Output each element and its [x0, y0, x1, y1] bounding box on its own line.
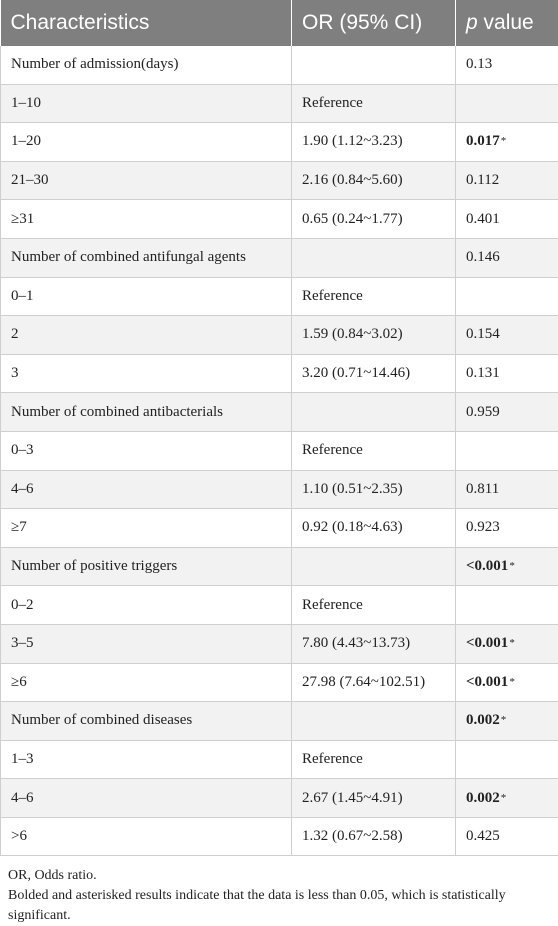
cell-characteristic: ≥6 [1, 663, 292, 702]
cell-characteristic: 3 [1, 354, 292, 393]
table-row [1, 470, 558, 509]
cell-odds-ratio: Reference [292, 740, 456, 779]
cell-p-value [456, 779, 558, 818]
cell-p-value [456, 431, 558, 470]
cell-p-value [456, 200, 558, 239]
p-value-text: 0.425 [466, 828, 500, 844]
table-row [1, 740, 558, 779]
cell-p-value [456, 624, 558, 663]
significance-asterisk: * [501, 714, 507, 726]
significance-asterisk: * [501, 792, 507, 804]
cell-p-value [456, 663, 558, 702]
cell-odds-ratio: 0.65 (0.24~1.77) [292, 200, 456, 239]
table-row [1, 277, 558, 316]
cell-characteristic: ≥31 [1, 200, 292, 239]
table-row [1, 238, 558, 277]
cell-p-value [456, 316, 558, 355]
cell-characteristic: Number of positive triggers [1, 547, 292, 586]
significance-asterisk: * [509, 637, 515, 649]
cell-p-value [456, 277, 558, 316]
table-row [1, 316, 558, 355]
header-p-value [456, 0, 558, 46]
p-value-text: 0.154 [466, 326, 500, 342]
cell-characteristic: >6 [1, 817, 292, 856]
p-value-text: 0.017 [466, 133, 500, 149]
header-or: OR (95% CI) [292, 0, 456, 46]
cell-odds-ratio [292, 547, 456, 586]
header-value-text: value [478, 11, 534, 34]
p-value-text: 0.959 [466, 404, 500, 420]
p-value-text: <0.001 [466, 674, 508, 690]
cell-odds-ratio: 1.59 (0.84~3.02) [292, 316, 456, 355]
cell-characteristic: Number of combined antifungal agents [1, 238, 292, 277]
p-value-text: 0.131 [466, 365, 500, 381]
table-row [1, 84, 558, 123]
cell-odds-ratio: Reference [292, 586, 456, 625]
cell-odds-ratio: 1.10 (0.51~2.35) [292, 470, 456, 509]
cell-odds-ratio: Reference [292, 431, 456, 470]
cell-characteristic: 3–5 [1, 624, 292, 663]
cell-characteristic: 4–6 [1, 779, 292, 818]
cell-odds-ratio [292, 702, 456, 741]
cell-characteristic: 1–20 [1, 123, 292, 162]
cell-characteristic: 0–1 [1, 277, 292, 316]
cell-odds-ratio: 2.16 (0.84~5.60) [292, 161, 456, 200]
cell-p-value [456, 470, 558, 509]
table-row [1, 624, 558, 663]
p-value-text: 0.002 [466, 712, 500, 728]
cell-p-value [456, 740, 558, 779]
table-row [1, 354, 558, 393]
table-row [1, 46, 558, 84]
cell-p-value [456, 84, 558, 123]
table-row [1, 393, 558, 432]
table-footnotes [8, 866, 553, 926]
cell-characteristic: 0–3 [1, 431, 292, 470]
cell-p-value [456, 586, 558, 625]
cell-odds-ratio: 1.90 (1.12~3.23) [292, 123, 456, 162]
cell-characteristic: 4–6 [1, 470, 292, 509]
cell-odds-ratio: 2.67 (1.45~4.91) [292, 779, 456, 818]
p-value-text: 0.146 [466, 249, 500, 265]
cell-characteristic: 1–10 [1, 84, 292, 123]
header-p-italic: p [466, 11, 478, 34]
p-value-text: 0.13 [466, 56, 492, 72]
p-value-text: <0.001 [466, 635, 508, 651]
cell-odds-ratio: 0.92 (0.18~4.63) [292, 509, 456, 548]
p-value-text: <0.001 [466, 558, 508, 574]
table-row [1, 123, 558, 162]
cell-characteristic: 0–2 [1, 586, 292, 625]
table-row [1, 161, 558, 200]
table-row [1, 817, 558, 856]
cell-characteristic: 2 [1, 316, 292, 355]
significance-asterisk: * [509, 560, 515, 572]
cell-characteristic: ≥7 [1, 509, 292, 548]
significance-asterisk: * [501, 135, 507, 147]
cell-odds-ratio: Reference [292, 84, 456, 123]
table-row [1, 779, 558, 818]
cell-odds-ratio [292, 393, 456, 432]
p-value-text: 0.923 [466, 519, 500, 535]
cell-p-value [456, 161, 558, 200]
cell-p-value [456, 509, 558, 548]
cell-p-value [456, 702, 558, 741]
cell-p-value [456, 547, 558, 586]
table-row [1, 509, 558, 548]
table-row [1, 547, 558, 586]
cell-p-value [456, 123, 558, 162]
p-value-text: 0.401 [466, 211, 500, 227]
cell-characteristic: 1–3 [1, 740, 292, 779]
table-header [1, 0, 558, 46]
cell-odds-ratio: 27.98 (7.64~102.51) [292, 663, 456, 702]
header-characteristics: Characteristics [1, 0, 292, 46]
cell-characteristic: Number of combined antibacterials [1, 393, 292, 432]
cell-p-value [456, 817, 558, 856]
cell-characteristic: Number of combined diseases [1, 702, 292, 741]
significance-asterisk: * [509, 676, 515, 688]
table-row [1, 586, 558, 625]
cell-p-value [456, 46, 558, 84]
cell-p-value [456, 238, 558, 277]
cell-characteristic: Number of admission(days) [1, 46, 292, 84]
cell-odds-ratio: 1.32 (0.67~2.58) [292, 817, 456, 856]
cell-odds-ratio [292, 238, 456, 277]
p-value-text: 0.112 [466, 172, 499, 188]
cell-characteristic: 21–30 [1, 161, 292, 200]
footnote-abbreviation: OR, Odds ratio. [8, 866, 553, 886]
p-value-text: 0.002 [466, 790, 500, 806]
cell-odds-ratio: 3.20 (0.71~14.46) [292, 354, 456, 393]
cell-p-value [456, 354, 558, 393]
p-value-text: 0.811 [466, 481, 499, 497]
cell-odds-ratio: Reference [292, 277, 456, 316]
header-row [1, 0, 558, 46]
table-row [1, 431, 558, 470]
table-row [1, 200, 558, 239]
footnote-significance: Bolded and asterisked results indicate that the data is less than 0.05, which is statistically significant. [8, 886, 553, 926]
cell-p-value [456, 393, 558, 432]
table-row [1, 702, 558, 741]
table-row [1, 663, 558, 702]
cell-odds-ratio: 7.80 (4.43~13.73) [292, 624, 456, 663]
table-body [1, 46, 558, 856]
cell-odds-ratio [292, 46, 456, 84]
